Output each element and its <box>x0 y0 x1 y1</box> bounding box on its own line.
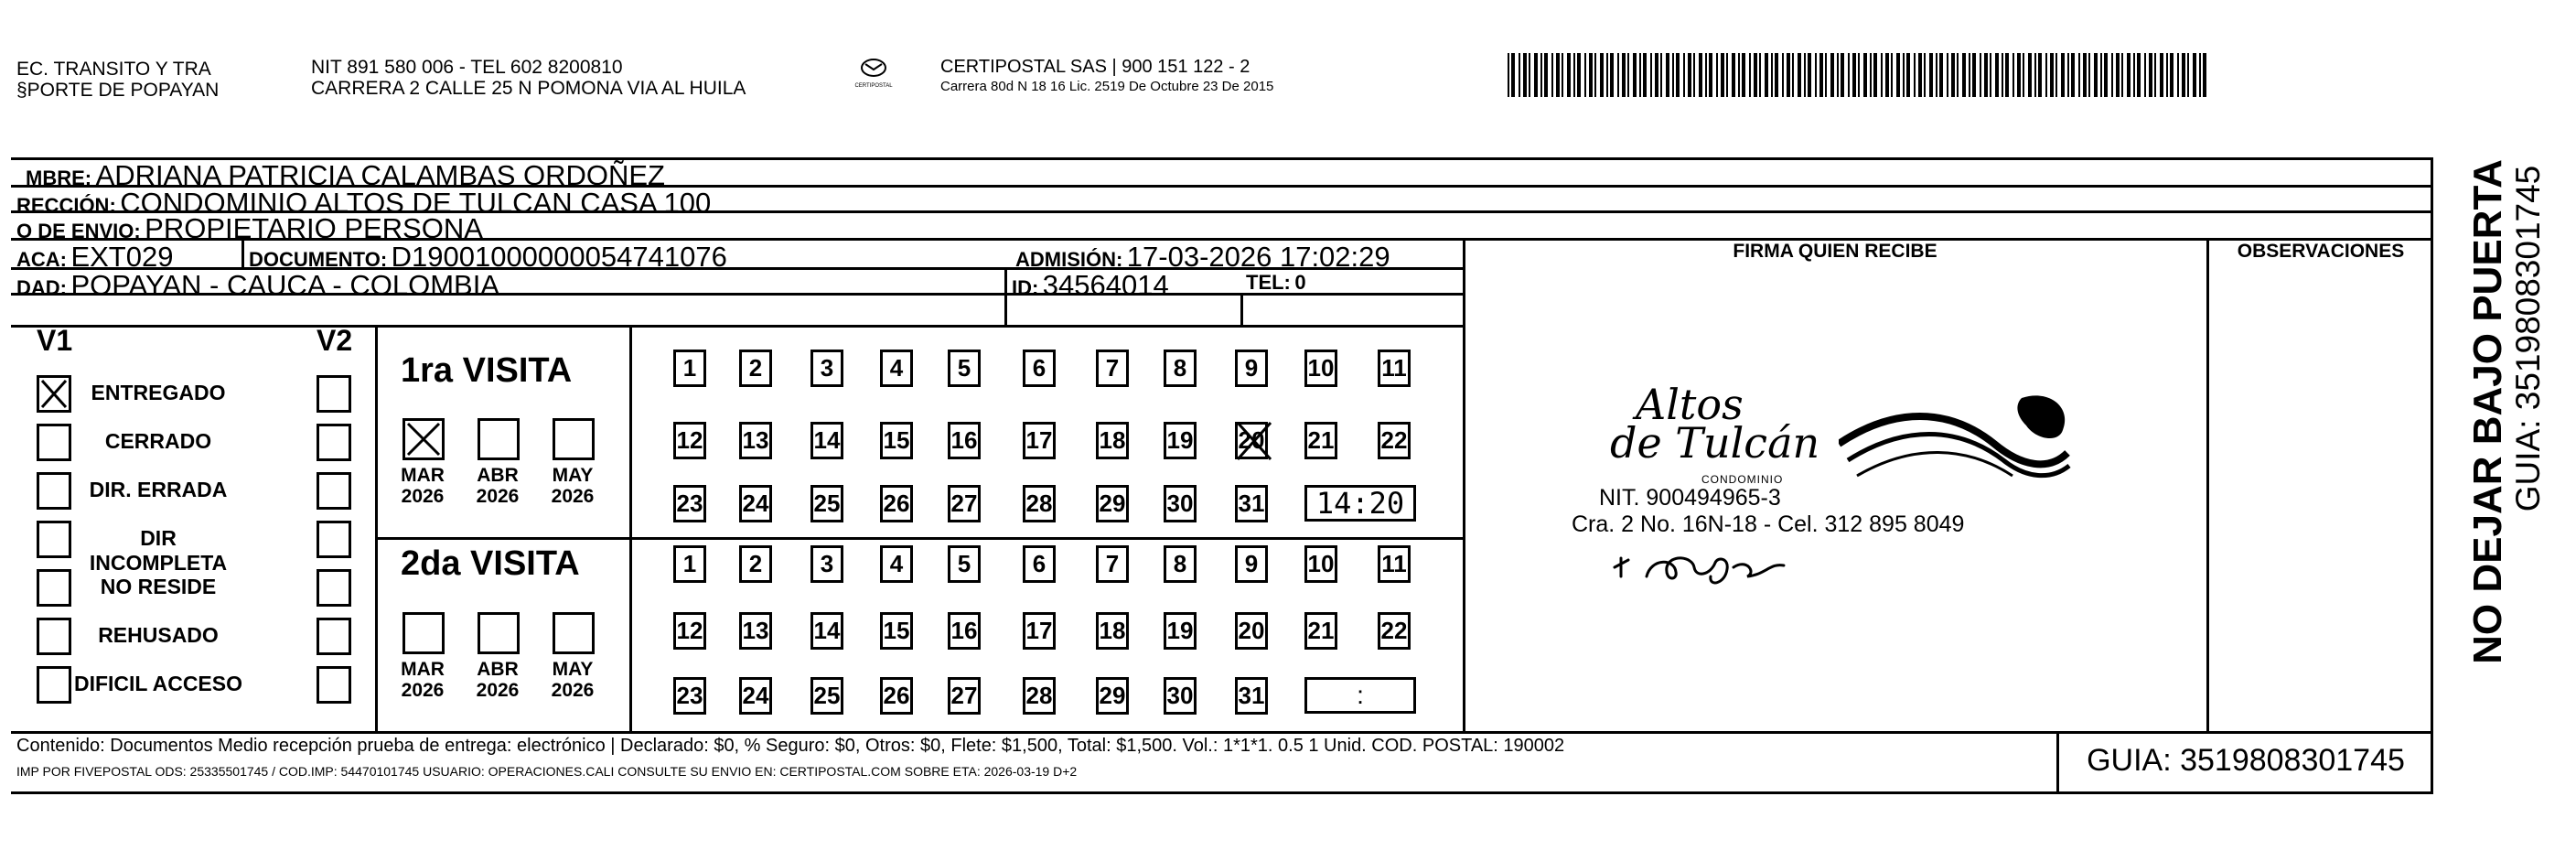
day-number: 24 <box>742 682 769 709</box>
day-number: 21 <box>1307 617 1335 644</box>
month-checkbox[interactable] <box>402 418 445 460</box>
shipment-type-value: PROPIETARIO PERSONA <box>145 212 483 244</box>
status-label: NO RESIDE <box>100 575 217 598</box>
second-visit-day-30[interactable] <box>1164 677 1197 715</box>
month-name: ABR <box>477 659 519 680</box>
month-year: 2026 <box>476 486 520 507</box>
first-visit-day-16[interactable] <box>948 422 981 459</box>
day-number: 23 <box>676 682 703 709</box>
day-number: 27 <box>950 682 978 709</box>
first-visit-day-28[interactable] <box>1023 485 1056 522</box>
month-year: 2026 <box>401 680 445 701</box>
day-number: 12 <box>676 426 703 454</box>
second-visit-day-16[interactable] <box>948 612 981 650</box>
second-visit-day-8[interactable] <box>1164 545 1197 583</box>
day-number: 17 <box>1025 617 1053 644</box>
day-number: 11 <box>1381 550 1407 577</box>
day-number: 3 <box>820 354 834 382</box>
city-value: POPAYAN - CAUCA - COLOMBIA <box>70 269 499 301</box>
first-visit-day-19[interactable] <box>1164 422 1197 459</box>
day-number: 31 <box>1238 490 1265 517</box>
month-label <box>545 659 600 701</box>
second-visit-day-31[interactable] <box>1235 677 1268 715</box>
barcode <box>1508 53 2208 97</box>
day-number: 27 <box>950 490 978 517</box>
status-v1-checkbox[interactable] <box>37 569 71 607</box>
city-field <box>16 269 499 302</box>
day-number: 22 <box>1380 426 1408 454</box>
second-visit-label: 2da VISITA <box>401 544 580 583</box>
day-number: 28 <box>1025 682 1053 709</box>
content-summary: Contenido: Documentos Medio recepción prueba de entrega: electrónico | Declarado: $0, % Seguro: $0, Otros: $0, Flete: $1,500, Total: $1,500. Vol.: 1*1*1. 0.5 1 Unid. COD. POSTAL: 190002 <box>16 736 1565 756</box>
first-visit-time[interactable]: 14:20 <box>1304 485 1416 522</box>
certipostal-line-1: CERTIPOSTAL SAS | 900 151 122 - 2 <box>940 57 1250 77</box>
first-visit-day-8[interactable] <box>1164 350 1197 387</box>
month-checkbox[interactable] <box>478 418 520 460</box>
first-visit-day-13[interactable] <box>739 422 772 459</box>
second-visit-day-4[interactable] <box>880 545 913 583</box>
day-number: 25 <box>813 682 841 709</box>
first-visit-day-29[interactable] <box>1096 485 1129 522</box>
first-visit-label: 1ra VISITA <box>401 351 573 390</box>
second-visit-day-27[interactable] <box>948 677 981 715</box>
first-visit-day-30[interactable] <box>1164 485 1197 522</box>
v1-label: V1 <box>37 324 73 357</box>
second-visit-day-26[interactable] <box>880 677 913 715</box>
day-number: 1 <box>682 354 697 382</box>
day-number: 13 <box>742 426 769 454</box>
second-visit-day-24[interactable] <box>739 677 772 715</box>
day-number: 4 <box>889 354 904 382</box>
day-number: 6 <box>1032 550 1046 577</box>
month-label <box>395 465 450 507</box>
name-value: ADRIANA PATRICIA CALAMBAS ORDOÑEZ <box>95 159 665 191</box>
id-value: 34564014 <box>1042 269 1169 301</box>
second-visit-day-9[interactable] <box>1235 545 1268 583</box>
first-visit-day-5[interactable] <box>948 350 981 387</box>
tel-label: TEL: <box>1246 271 1291 294</box>
barcode-bars <box>1508 53 2208 97</box>
day-number: 10 <box>1307 354 1335 382</box>
day-number: 1 <box>682 550 697 577</box>
company-name <box>16 59 219 101</box>
second-visit-day-23[interactable] <box>673 677 706 715</box>
second-visit-day-19[interactable] <box>1164 612 1197 650</box>
address-value: CONDOMINIO ALTOS DE TULCAN CASA 100 <box>120 187 712 219</box>
day-number: 29 <box>1099 682 1126 709</box>
id-label: ID: <box>1012 276 1039 299</box>
month-name: ABR <box>477 465 519 486</box>
plate-label: ACA: <box>16 248 67 271</box>
name-label: MBRE: <box>26 167 92 189</box>
month-year: 2026 <box>551 680 595 701</box>
status-v2-checkbox[interactable] <box>317 521 351 558</box>
day-number: 26 <box>883 490 910 517</box>
status-v1-checkbox[interactable] <box>37 666 71 704</box>
envelope-icon <box>855 57 892 79</box>
city-label: DAD: <box>16 276 67 299</box>
day-number: 20 <box>1238 426 1265 454</box>
observations-header: OBSERVACIONES <box>2237 241 2405 262</box>
day-number: 22 <box>1380 617 1408 644</box>
status-label: DIR INCOMPLETA <box>89 526 228 575</box>
day-number: 3 <box>820 550 834 577</box>
month-year: 2026 <box>551 486 595 507</box>
second-visit-day-3[interactable] <box>810 545 843 583</box>
print-info: IMP POR FIVEPOSTAL ODS: 25335501745 / COD.IMP: 54470101745 USUARIO: OPERACIONES.CALI CONSULTE SU ENVIO EN: CERTIPOSTAL.COM SOBRE ETA: 2026-03-19 D+2 <box>16 764 1078 779</box>
month-label <box>545 465 600 507</box>
day-number: 19 <box>1166 617 1194 644</box>
day-number: 25 <box>813 490 841 517</box>
day-number: 30 <box>1166 682 1194 709</box>
status-v1-checkbox[interactable] <box>37 521 71 558</box>
first-visit-day-1[interactable] <box>673 350 706 387</box>
month-label <box>395 659 450 701</box>
company-line-2: §PORTE DE POPAYAN <box>16 80 220 101</box>
day-number: 13 <box>742 617 769 644</box>
second-visit-day-28[interactable] <box>1023 677 1056 715</box>
second-visit-day-1[interactable] <box>673 545 706 583</box>
tel-value: 0 <box>1294 271 1306 294</box>
first-visit-day-3[interactable] <box>810 350 843 387</box>
day-number: 16 <box>950 426 978 454</box>
first-visit-day-18[interactable] <box>1096 422 1129 459</box>
day-number: 11 <box>1381 354 1407 382</box>
day-number: 9 <box>1244 354 1259 382</box>
document-value: D19001000000054741076 <box>391 241 727 273</box>
day-number: 2 <box>748 354 763 382</box>
document-label: DOCUMENTO: <box>249 248 388 271</box>
status-v1-checkbox[interactable] <box>37 618 71 655</box>
second-visit-day-5[interactable] <box>948 545 981 583</box>
signature-scribble <box>1610 540 1848 595</box>
day-number: 15 <box>883 617 910 644</box>
day-number: 23 <box>676 490 703 517</box>
stamp-nit: NIT. 900494965-3 <box>1599 485 1781 511</box>
month-checkbox[interactable] <box>553 612 595 654</box>
status-label: DIR. ERRADA <box>89 478 228 501</box>
day-number: 5 <box>957 550 971 577</box>
month-label <box>470 465 525 507</box>
second-visit-day-10[interactable] <box>1304 545 1337 583</box>
plate-value: EXT029 <box>70 241 174 273</box>
stamp-name-line-1: Altos <box>1636 380 1744 429</box>
month-checkbox[interactable] <box>553 418 595 460</box>
second-visit-day-6[interactable] <box>1023 545 1056 583</box>
first-visit-day-25[interactable] <box>810 485 843 522</box>
nit-line-2: CARRERA 2 CALLE 25 N POMONA VIA AL HUILA <box>311 78 746 99</box>
day-number: 19 <box>1166 426 1194 454</box>
day-number: 14 <box>813 617 841 644</box>
status-v2-checkbox[interactable] <box>317 472 351 510</box>
status-label: DIFICIL ACCESO <box>73 672 242 695</box>
first-visit-day-15[interactable] <box>880 422 913 459</box>
day-number: 30 <box>1166 490 1194 517</box>
first-visit-day-6[interactable] <box>1023 350 1056 387</box>
side-text <box>2441 128 2547 695</box>
status-label: REHUSADO <box>98 623 219 647</box>
day-number: 8 <box>1173 550 1187 577</box>
first-visit-day-14[interactable] <box>810 422 843 459</box>
second-visit-day-20[interactable] <box>1235 612 1268 650</box>
second-visit-day-29[interactable] <box>1096 677 1129 715</box>
receiver-stamp <box>1572 380 2104 618</box>
day-number: 31 <box>1238 682 1265 709</box>
month-name: MAY <box>552 465 594 486</box>
id-field <box>1012 269 1169 302</box>
certipostal-logo <box>851 57 896 89</box>
second-visit-day-17[interactable] <box>1023 612 1056 650</box>
stamp-address: Cra. 2 No. 16N-18 - Cel. 312 895 8049 <box>1572 511 1965 537</box>
second-visit-day-11[interactable] <box>1378 545 1411 583</box>
wave-logo-icon <box>1839 389 2077 499</box>
first-visit-day-12[interactable] <box>673 422 706 459</box>
second-visit-day-13[interactable] <box>739 612 772 650</box>
first-visit-day-31[interactable] <box>1235 485 1268 522</box>
month-name: MAY <box>552 659 594 680</box>
day-number: 5 <box>957 354 971 382</box>
side-guide-number: GUIA: 3519808301745 <box>2509 165 2547 512</box>
second-visit-day-25[interactable] <box>810 677 843 715</box>
status-v2-checkbox[interactable] <box>317 375 351 413</box>
v2-label: V2 <box>317 324 353 357</box>
signature-header: FIRMA QUIEN RECIBE <box>1733 241 1937 262</box>
first-visit-day-20[interactable] <box>1235 422 1268 459</box>
second-visit-day-15[interactable] <box>880 612 913 650</box>
month-year: 2026 <box>401 486 445 507</box>
day-number: 14 <box>813 426 841 454</box>
second-visit-day-18[interactable] <box>1096 612 1129 650</box>
nit-line-1: NIT 891 580 006 - TEL 602 8200810 <box>311 57 623 78</box>
first-visit-day-4[interactable] <box>880 350 913 387</box>
day-number: 29 <box>1099 490 1126 517</box>
month-checkbox[interactable] <box>402 612 445 654</box>
first-visit-day-27[interactable] <box>948 485 981 522</box>
day-number: 7 <box>1105 550 1120 577</box>
certipostal-info <box>940 57 1273 97</box>
second-visit-day-22[interactable] <box>1378 612 1411 650</box>
company-nit <box>311 57 746 99</box>
second-visit-day-2[interactable] <box>739 545 772 583</box>
status-v2-checkbox[interactable] <box>317 424 351 461</box>
day-number: 17 <box>1025 426 1053 454</box>
second-visit-day-7[interactable] <box>1096 545 1129 583</box>
certipostal-logo-text: CERTIPOSTAL <box>854 83 893 89</box>
stamp-condominio: CONDOMINIO <box>1701 473 1784 486</box>
day-number: 4 <box>889 550 904 577</box>
status-label: CERRADO <box>104 429 212 453</box>
day-number: 2 <box>748 550 763 577</box>
status-v2-checkbox[interactable] <box>317 569 351 607</box>
day-number: 10 <box>1307 550 1335 577</box>
second-visit-day-14[interactable] <box>810 612 843 650</box>
side-warning: NO DEJAR BAJO PUERTA <box>2465 159 2510 664</box>
company-line-1: EC. TRANSITO Y TRA <box>16 59 211 80</box>
day-number: 26 <box>883 682 910 709</box>
day-number: 6 <box>1032 354 1046 382</box>
day-number: 24 <box>742 490 769 517</box>
day-number: 16 <box>950 617 978 644</box>
day-number: 15 <box>883 426 910 454</box>
month-name: MAR <box>401 465 445 486</box>
day-number: 18 <box>1099 617 1126 644</box>
day-number: 18 <box>1099 426 1126 454</box>
shipment-type-label: O DE ENVIO: <box>16 220 141 242</box>
first-visit-day-9[interactable] <box>1235 350 1268 387</box>
second-visit-time[interactable]: : <box>1304 677 1416 714</box>
day-number: 21 <box>1307 426 1335 454</box>
month-label <box>470 659 525 701</box>
day-number: 8 <box>1173 354 1187 382</box>
first-visit-day-2[interactable] <box>739 350 772 387</box>
status-v1-checkbox[interactable] <box>37 472 71 510</box>
first-visit-day-11[interactable] <box>1378 350 1411 387</box>
first-visit-day-26[interactable] <box>880 485 913 522</box>
month-year: 2026 <box>476 680 520 701</box>
footer-guide-number: GUIA: 3519808301745 <box>2087 743 2405 778</box>
first-visit-day-24[interactable] <box>739 485 772 522</box>
month-checkbox[interactable] <box>478 612 520 654</box>
first-visit-day-17[interactable] <box>1023 422 1056 459</box>
status-v2-checkbox[interactable] <box>317 666 351 704</box>
first-visit-day-10[interactable] <box>1304 350 1337 387</box>
day-number: 28 <box>1025 490 1053 517</box>
day-number: 12 <box>676 617 703 644</box>
first-visit-day-23[interactable] <box>673 485 706 522</box>
day-number: 20 <box>1238 617 1265 644</box>
second-visit-day-21[interactable] <box>1304 612 1337 650</box>
status-v2-checkbox[interactable] <box>317 618 351 655</box>
first-visit-day-7[interactable] <box>1096 350 1129 387</box>
address-label: RECCIÓN: <box>16 194 116 217</box>
status-v1-checkbox[interactable] <box>37 375 71 413</box>
second-visit-day-12[interactable] <box>673 612 706 650</box>
admission-value: 17-03-2026 17:02:29 <box>1126 241 1390 273</box>
tel-field <box>1246 271 1306 295</box>
certipostal-line-2: Carrera 80d N 18 16 Lic. 2519 De Octubre 23 De 2015 <box>940 79 1274 94</box>
first-visit-day-22[interactable] <box>1378 422 1411 459</box>
first-visit-day-21[interactable] <box>1304 422 1337 459</box>
stamp-name-line-2: de Tulcán <box>1610 418 1820 468</box>
day-number: 9 <box>1244 550 1259 577</box>
status-label: ENTREGADO <box>91 381 226 404</box>
admission-label: ADMISIÓN: <box>1015 248 1123 271</box>
status-v1-checkbox[interactable] <box>37 424 71 461</box>
day-number: 7 <box>1105 354 1120 382</box>
month-name: MAR <box>401 659 445 680</box>
